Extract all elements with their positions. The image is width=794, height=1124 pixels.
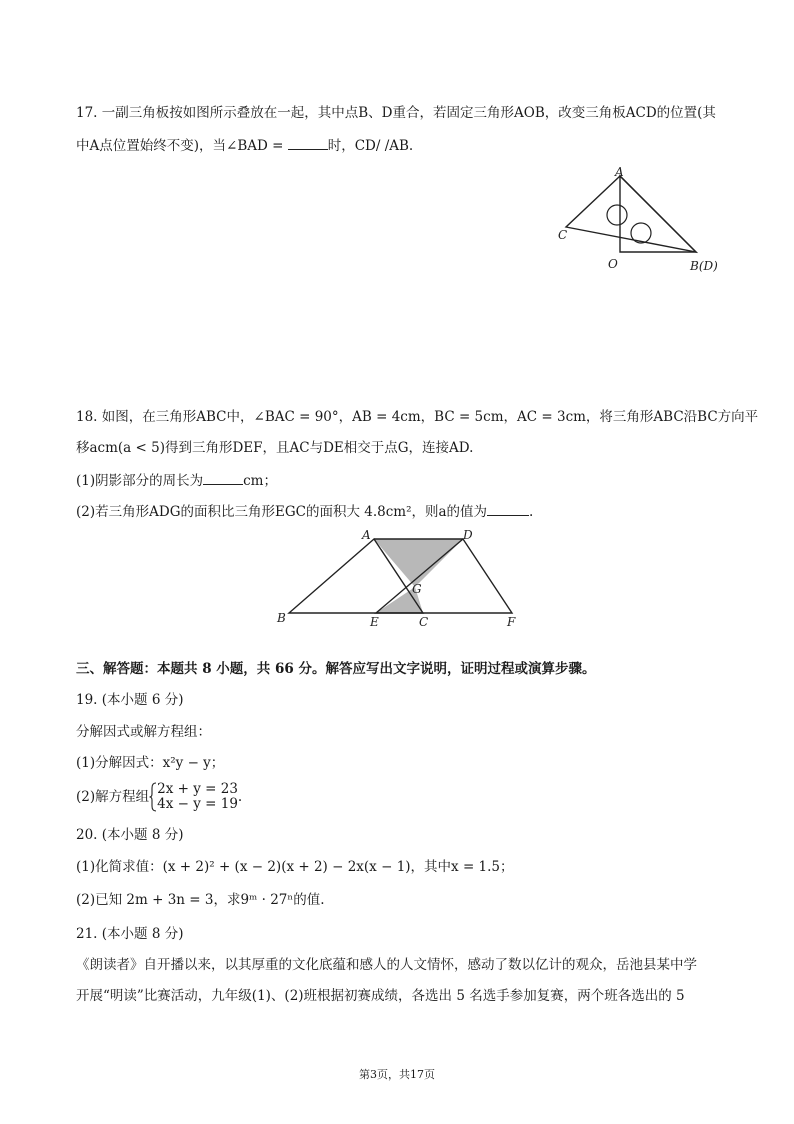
q17-line1: 17. 一副三角板按如图所示叠放在一起，其中点B、D重合，若固定三角形AOB，改变三角板ACD的位置(其 bbox=[76, 105, 716, 121]
section-3-heading: 三、解答题：本题共 8 小题，共 66 分。解答应写出文字说明，证明过程或演算步骤。 bbox=[76, 661, 596, 677]
q17-line2-text-b: 时，CD/ /AB. bbox=[327, 138, 414, 154]
q19-eq2: 4x − y = 19 bbox=[157, 796, 238, 812]
q21-line1: 《朗读者》自开播以来，以其厚重的文化底蕴和感人的人文情怀，感动了数以亿计的观众，岳池县某中学 bbox=[76, 957, 697, 973]
q20-part2: (2)已知 2m + 3n = 3，求9ᵐ · 27ⁿ的值. bbox=[76, 892, 325, 908]
q18-line4-text-b: . bbox=[529, 504, 534, 520]
q18-line3-text-a: (1)阴影部分的周长为 bbox=[76, 473, 204, 489]
q18-line3-text-b: cm； bbox=[243, 473, 277, 489]
q19-title: 19. (本小题 6 分) bbox=[76, 692, 184, 708]
q18-label-b: B bbox=[277, 611, 286, 625]
q17-label-c: C bbox=[558, 228, 568, 242]
q18-line1: 18. 如图，在三角形ABC中，∠BAC = 90°，AB = 4cm，BC = 5cm，AC = 3cm，将三角形ABC沿BC方向平 bbox=[76, 409, 759, 425]
q18-label-c: C bbox=[419, 615, 429, 629]
q19-part1: (1)分解因式：x²y − y； bbox=[76, 755, 225, 771]
q19-part2 bbox=[76, 782, 242, 812]
page-footer: 第3页，共17页 bbox=[359, 1068, 435, 1081]
q19-part2-label: (2)解方程组 bbox=[76, 789, 150, 805]
q20-title: 20. (本小题 8 分) bbox=[76, 827, 184, 843]
q18-label-d: D bbox=[463, 528, 473, 542]
q20-part1: (1)化简求值：(x + 2)² + (x − 2)(x + 2) − 2x(x − 1)，其中x = 1.5； bbox=[76, 859, 514, 875]
brace-icon bbox=[149, 782, 157, 812]
q21-line2: 开展“明读”比赛活动，九年级(1)、(2)班根据初赛成绩，各选出 5 名选手参加复赛，两个班各选出的 5 bbox=[76, 988, 685, 1004]
q19-equation-system bbox=[157, 782, 238, 812]
q17-line2-text-a: 中A点位置始终不变)，当∠BAD = bbox=[76, 138, 288, 154]
q19-part2-end: . bbox=[237, 789, 243, 805]
q17-label-a: A bbox=[615, 165, 624, 179]
q21-title: 21. (本小题 8 分) bbox=[76, 926, 184, 942]
q19-eq1: 2x + y = 23 bbox=[157, 781, 238, 797]
q17-label-bd: B(D) bbox=[690, 259, 718, 273]
q18-line4-text-a: (2)若三角形ADG的面积比三角形EGC的面积大 4.8cm²，则a的值为 bbox=[76, 504, 488, 520]
shaded-region-top bbox=[374, 539, 463, 587]
q18-line2: 移acm(a < 5)得到三角形DEF，且AC与DE相交于点G，连接AD. bbox=[76, 440, 474, 456]
q19-intro: 分解因式或解方程组： bbox=[76, 724, 211, 740]
q17-label-o: O bbox=[608, 257, 618, 271]
q18-label-f: F bbox=[507, 615, 516, 629]
q18-label-a: A bbox=[362, 528, 371, 542]
q18-label-g: G bbox=[412, 582, 422, 596]
q18-label-e: E bbox=[370, 615, 379, 629]
